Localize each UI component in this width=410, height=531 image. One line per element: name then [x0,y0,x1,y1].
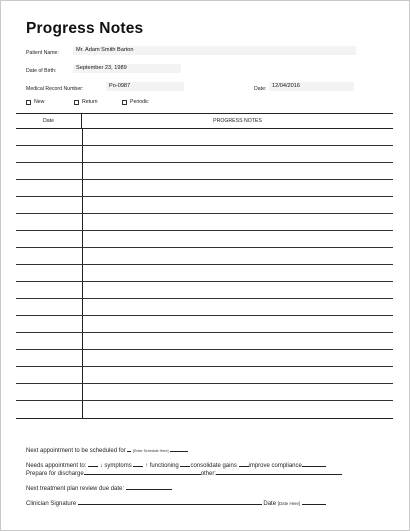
option-consolidate: consolidate gains [190,463,237,469]
needs-appointment-label: Needs appointment to: [26,463,87,469]
review-line [26,483,172,492]
signature-date-field[interactable]: [Date Here] [277,501,301,506]
page-title: Progress Notes [26,20,144,37]
table-row [16,401,393,418]
notes-cell[interactable] [83,282,393,298]
table-row [16,384,393,401]
table-row [16,163,393,180]
date-cell[interactable] [16,180,83,196]
review-label: Next treatment plan review due date: [26,486,125,492]
date-cell[interactable] [16,146,83,162]
table-row [16,367,393,384]
option-symptoms: ↓ symptoms [99,463,132,469]
notes-cell[interactable] [83,367,393,383]
signature-line [26,498,326,507]
table-row [16,129,393,146]
table-row [16,350,393,367]
notes-cell[interactable] [83,401,393,418]
notes-cell[interactable] [83,146,393,162]
table-row [16,231,393,248]
return-label: Return [82,99,98,105]
table-row [16,333,393,350]
option-compliance: improve compliance [248,463,302,469]
date-cell[interactable] [16,282,83,298]
signature-field[interactable] [78,498,262,505]
mrn-label: Medical Record Number: [26,86,84,92]
next-appointment-label: Next appointment to be scheduled for [26,448,126,454]
date-cell[interactable] [16,231,83,247]
table-header [16,114,393,129]
date-cell[interactable] [16,265,83,281]
date-column-header: Date [16,114,82,128]
notes-cell[interactable] [83,350,393,366]
notes-cell[interactable] [83,299,393,315]
table-row [16,282,393,299]
table-row [16,299,393,316]
periodic-label: Periodic [130,99,149,105]
table-row [16,214,393,231]
patient-name-field[interactable]: Mr. Adam Smith Barton [73,46,356,55]
notes-cell[interactable] [83,316,393,332]
date-cell[interactable] [16,401,83,418]
signature-date-label: Date [263,501,277,507]
patient-name-label: Patient Name: [26,50,59,56]
table-row [16,265,393,282]
date-cell[interactable] [16,350,83,366]
notes-cell[interactable] [83,129,393,145]
date-label: Date: [254,86,267,92]
date-cell[interactable] [16,333,83,349]
mrn-field[interactable]: Po-0987 [106,82,184,91]
new-checkbox[interactable] [26,100,31,105]
notes-cell[interactable] [83,231,393,247]
notes-cell[interactable] [83,197,393,213]
return-checkbox[interactable] [74,100,79,105]
notes-cell[interactable] [83,248,393,264]
date-cell[interactable] [16,299,83,315]
table-row [16,146,393,163]
notes-cell[interactable] [83,180,393,196]
notes-cell[interactable] [83,333,393,349]
date-cell[interactable] [16,197,83,213]
periodic-checkbox[interactable] [122,100,127,105]
notes-column-header: PROGRESS NOTES [213,118,262,124]
notes-cell[interactable] [83,163,393,179]
table-row [16,180,393,197]
date-cell[interactable] [16,316,83,332]
date-cell[interactable] [16,163,83,179]
notes-cell[interactable] [83,214,393,230]
next-appointment-field[interactable]: [Enter Schedule Here] [133,449,169,453]
table-row [16,197,393,214]
table-row [16,316,393,333]
progress-notes-table [16,113,393,419]
table-body [16,129,393,418]
new-label: New [34,99,45,105]
date-cell[interactable] [16,384,83,400]
next-appointment-line [26,445,188,454]
date-cell[interactable] [16,248,83,264]
notes-cell[interactable] [83,265,393,281]
prepare-discharge-label: Prepare for discharge [26,471,84,477]
date-field[interactable]: 12/04/2016 [269,82,354,91]
date-cell[interactable] [16,367,83,383]
dob-label: Date of Birth: [26,68,57,74]
discharge-line [26,468,342,477]
date-cell[interactable] [16,129,83,145]
dob-field[interactable]: September 23, 1989 [73,64,181,73]
option-functioning: ↑ functioning [145,463,179,469]
notes-cell[interactable] [83,384,393,400]
review-date-field[interactable] [126,483,172,490]
date-cell[interactable] [16,214,83,230]
other-label: other: [200,471,217,477]
signature-label: Clinician Signature [26,501,77,507]
table-row [16,248,393,265]
